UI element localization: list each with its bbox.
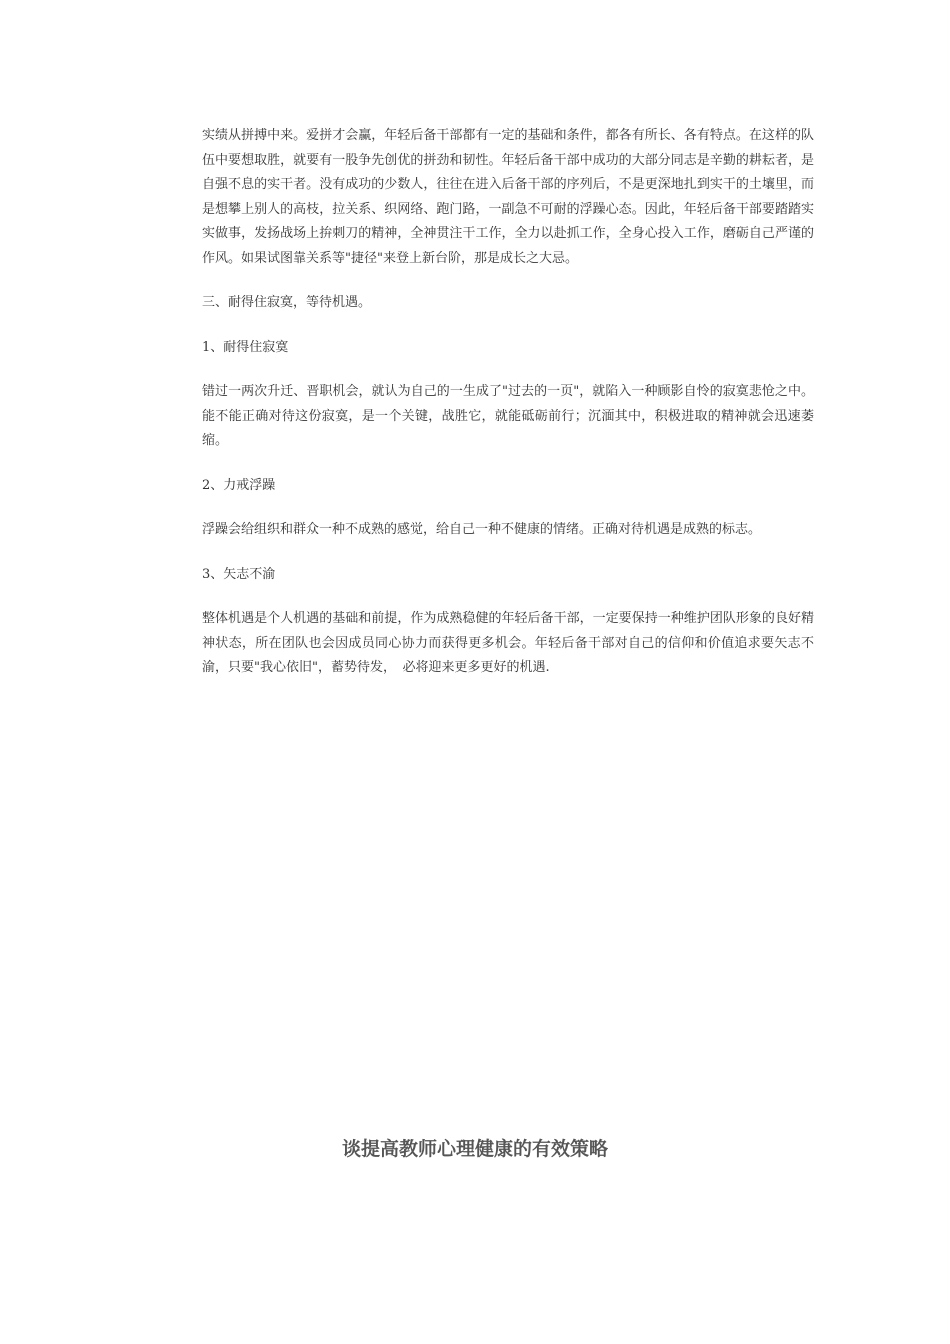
subheading-3: 3、矢志不渝 bbox=[202, 566, 276, 582]
subheading-1: 1、耐得住寂寞 bbox=[202, 339, 289, 355]
subheading-2: 2、力戒浮躁 bbox=[202, 477, 276, 493]
paragraph-sub-3: 整体机遇是个人机遇的基础和前提，作为成熟稳健的年轻后备干部，一定要保持一种维护团队形象的良好精神状态，所在团队也会因成员同心协力而获得更多机会。年轻后备干部对自己的信仰和价值追求要矢志不渝，只要"我心依旧"，蓄势待发， 必将迎来更多更好的机遇. bbox=[202, 611, 814, 675]
paragraph-sub-1: 错过一两次升迁、晋职机会，就认为自己的一生成了"过去的一页"，就陷入一种顾影自怜的寂寞悲怆之中。能不能正确对待这份寂寞，是一个关键，战胜它，就能砥砺前行；沉湎其中，积极进取的精神就会迅速萎缩。 bbox=[202, 384, 814, 448]
section-heading-3: 三、耐得住寂寞，等待机遇。 bbox=[202, 295, 372, 310]
document-body bbox=[202, 124, 814, 701]
paragraph-intro: 实绩从拼搏中来。爱拼才会赢，年轻后备干部都有一定的基础和条件，都各有所长、各有特点。在这样的队伍中要想取胜，就要有一股争先创优的拼劲和韧性。年轻后备干部中成功的大部分同志是辛勤的耕耘者，是自强不息的实干者。没有成功的少数人，往往在进入后备干部的序列后，不是更深地扎到实干的土壤里，而是想攀上别人的高枝，拉关系、织网络、跑门路，一副急不可耐的浮躁心态。因此，年轻后备干部要踏踏实实做事，发扬战场上拚刺刀的精神，全神贯注干工作，全力以赴抓工作，全身心投入工作，磨砺自己严谨的作风。如果试图靠关系等"捷径"来登上新台阶，那是成长之大忌。 bbox=[202, 128, 814, 266]
next-article-title: 谈提高教师心理健康的有效策略 bbox=[341, 1138, 608, 1160]
paragraph-sub-2: 浮躁会给组织和群众一种不成熟的感觉，给自己一种不健康的情绪。正确对待机遇是成熟的标志。 bbox=[202, 522, 762, 537]
